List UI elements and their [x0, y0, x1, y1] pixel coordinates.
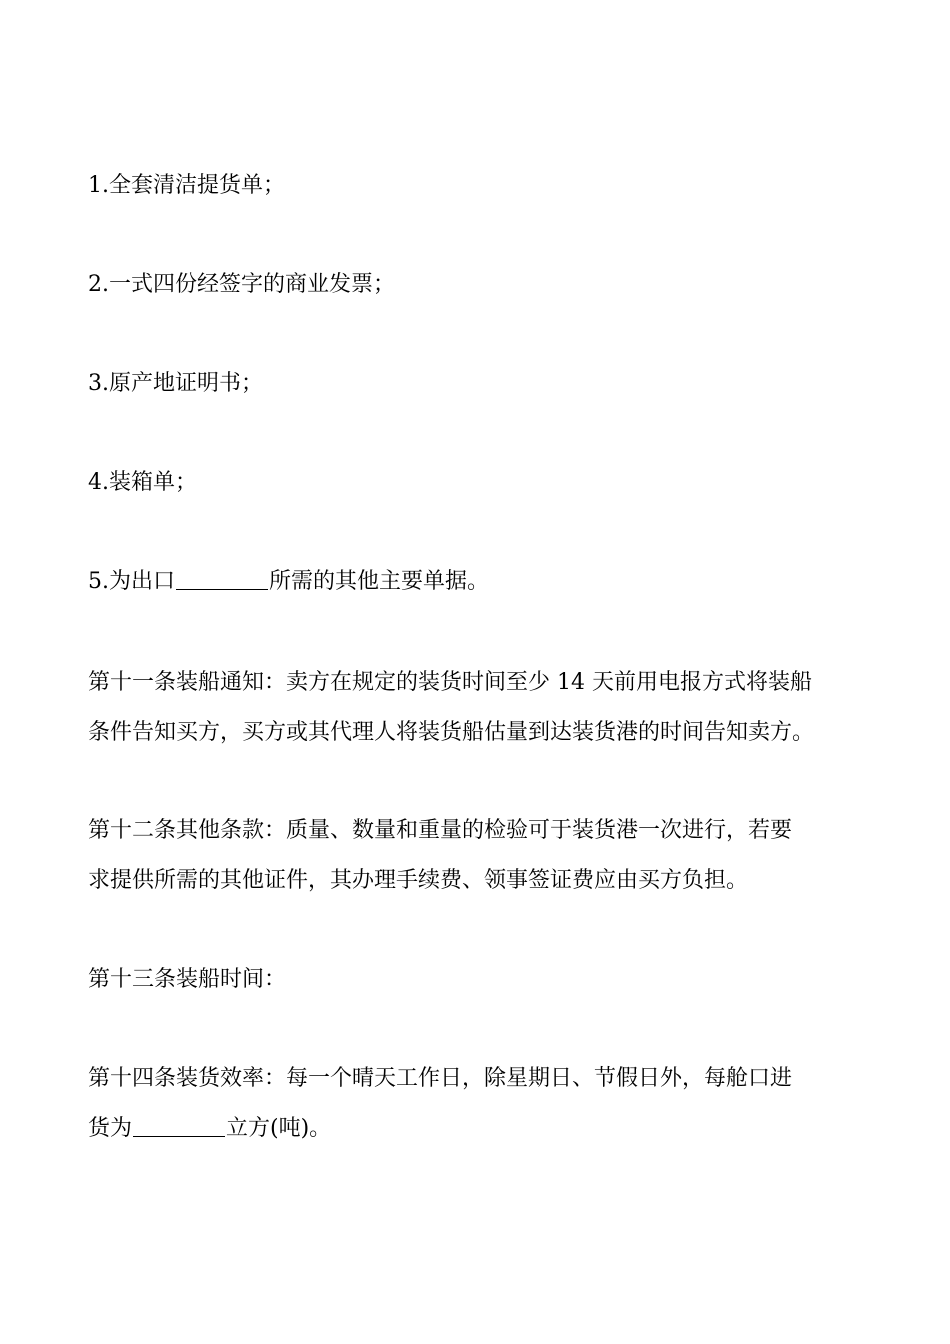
clause-13: [88, 955, 878, 1005]
clause-11: [88, 658, 878, 758]
list-item-3: [88, 359, 878, 409]
list-item-1: [88, 161, 878, 211]
fill-in-blank: [133, 1136, 225, 1137]
clause-12: [88, 806, 878, 906]
list-item-text-before: 5.为出口: [88, 569, 175, 594]
clause-text-after: 立方(吨)。: [226, 1116, 332, 1141]
clause-line: 第十三条装船时间：: [88, 967, 287, 992]
clause-line: 第十四条装货效率：每一个晴天工作日，除星期日、节假日外，每舱口进: [88, 1066, 793, 1091]
list-item-2: [88, 260, 878, 310]
clause-line: 第十二条其他条款：质量、数量和重量的检验可于装货港一次进行，若要: [88, 818, 793, 843]
list-item-text: 1.全套清洁提货单；: [88, 173, 285, 198]
clause-line-2: [88, 1104, 878, 1154]
list-item-text: 4.装箱单；: [88, 470, 197, 495]
clause-line: 第十一条装船通知：卖方在规定的装货时间至少 14 天前用电报方式将装船: [88, 670, 812, 695]
list-item-4: [88, 458, 878, 508]
clause-line: 求提供所需的其他证件，其办理手续费、领事签证费应由买方负担。: [88, 868, 749, 893]
fill-in-blank: [176, 589, 268, 590]
clause-text-before: 货为: [88, 1116, 133, 1141]
list-item-text: 3.原产地证明书；: [88, 371, 263, 396]
list-item-text: 2.一式四份经签字的商业发票；: [88, 272, 395, 297]
list-item-text-after: 所需的其他主要单据。: [269, 569, 490, 594]
clause-line: 条件告知买方，买方或其代理人将装货船估量到达装货港的时间告知卖方。: [88, 720, 815, 745]
list-item-5: [88, 557, 878, 607]
clause-14: [88, 1054, 878, 1154]
